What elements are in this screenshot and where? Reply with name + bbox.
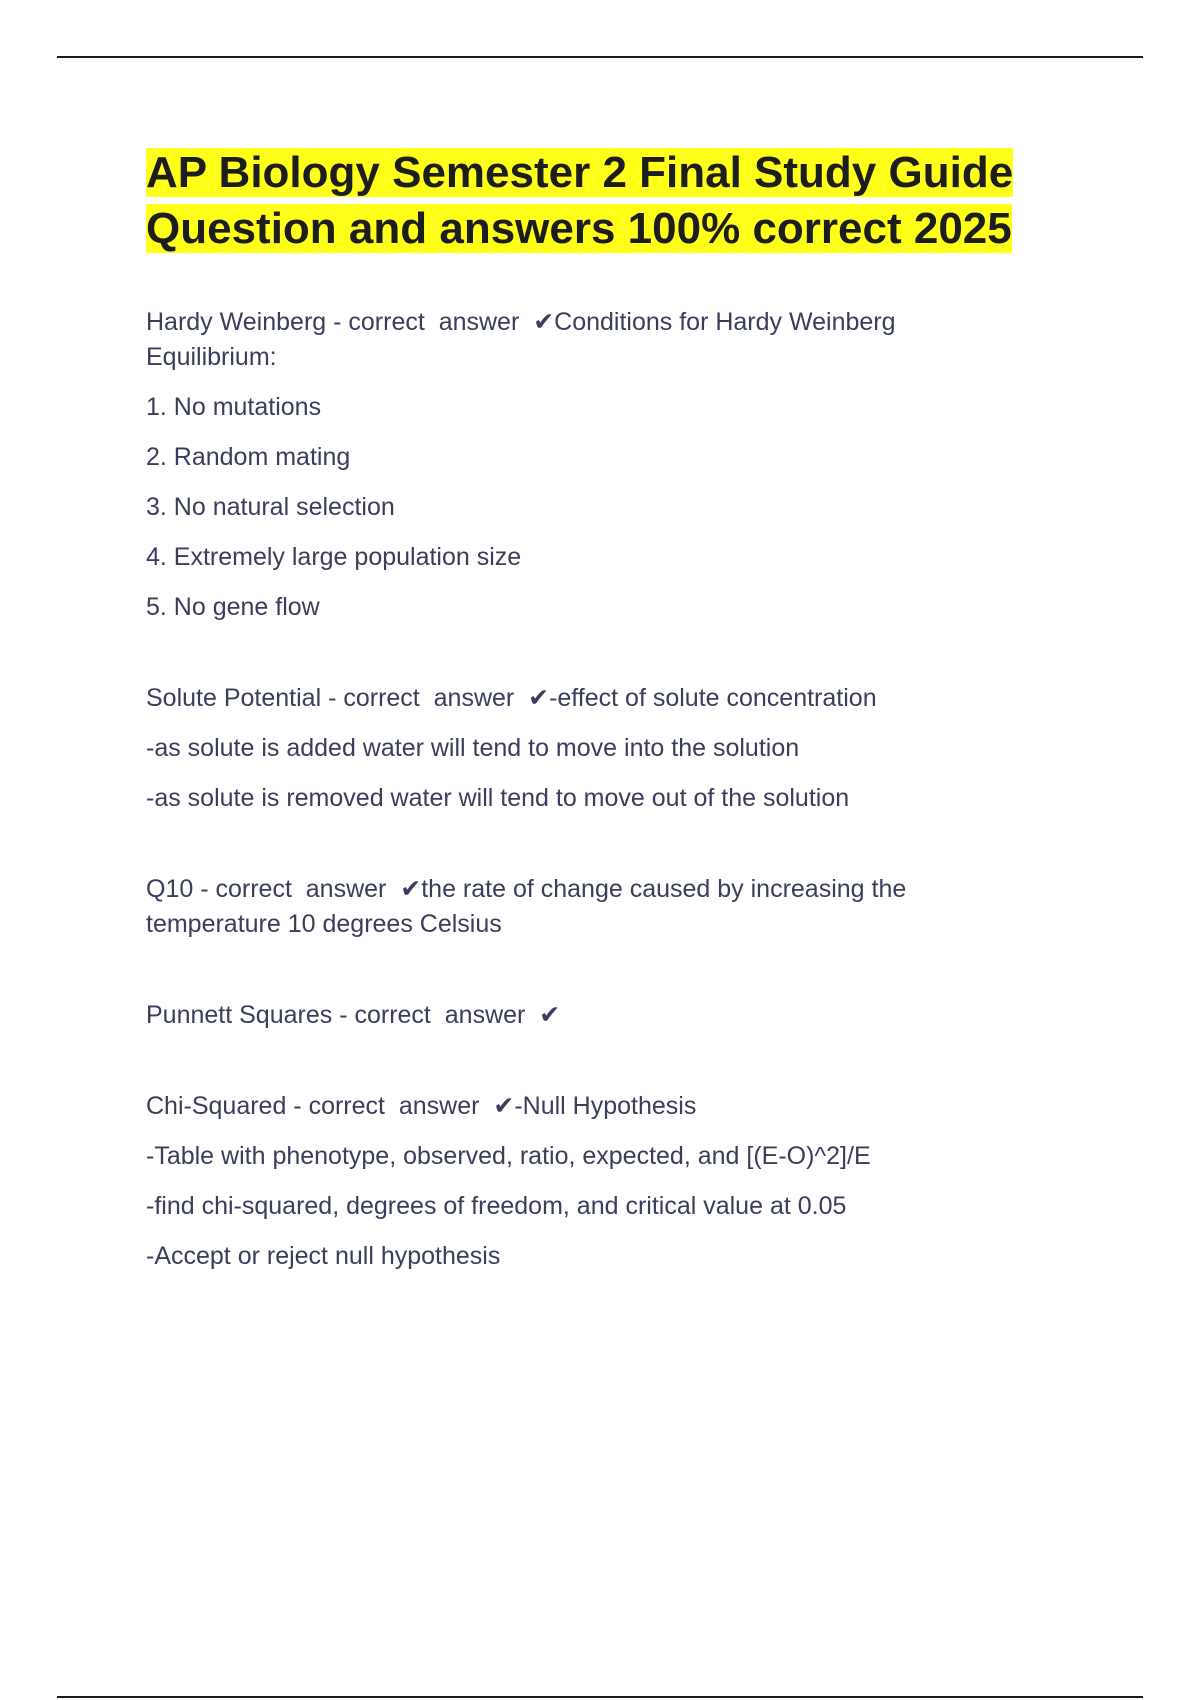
answer: -effect of solute concentration [549, 684, 877, 712]
answer-line: -Accept or reject null hypothesis [146, 1242, 501, 1270]
check-mark-icon: ✔ [533, 308, 555, 336]
check-mark-icon: ✔ [493, 1092, 515, 1120]
title-highlight: AP Biology Semester 2 Final Study Guide Question and answers 100% correct 2025 [146, 148, 1014, 253]
answer-line: -as solute is added water will tend to move into the solution [146, 734, 800, 762]
qa-entry-hardy-weinberg [146, 305, 1016, 625]
qa-entry-heading [146, 998, 1016, 1033]
qa-entry-punnett-squares [146, 998, 1016, 1033]
term: Hardy Weinberg [146, 308, 327, 336]
answer-line: 1. No mutations [146, 393, 322, 421]
answer: Conditions for Hardy Weinberg Equilibrium: [146, 308, 896, 371]
document-title [146, 145, 1016, 257]
check-mark-icon: ✔ [400, 875, 422, 903]
qa-entries [146, 305, 1016, 1274]
qa-entry-heading [146, 305, 1016, 375]
qa-entry-heading [146, 681, 1016, 716]
document-body [146, 145, 1016, 1330]
term: Punnett Squares [146, 1001, 333, 1029]
qa-entry-solute-potential [146, 681, 1016, 816]
bottom-rule [57, 1696, 1143, 1698]
separator: - correct answer [326, 308, 534, 336]
check-mark-icon: ✔ [528, 684, 550, 712]
qa-entry-q10 [146, 872, 1016, 942]
check-mark-icon: ✔ [539, 1001, 561, 1029]
answer-line: 5. No gene flow [146, 593, 320, 621]
top-rule [57, 56, 1143, 58]
separator: - correct answer [332, 1001, 540, 1029]
separator: - correct answer [321, 684, 529, 712]
answer-line: -find chi-squared, degrees of freedom, and critical value at 0.05 [146, 1192, 847, 1220]
answer: the rate of change caused by increasing the temperature 10 degrees Celsius [146, 875, 907, 938]
answer-line: 3. No natural selection [146, 493, 395, 521]
term: Q10 [146, 875, 194, 903]
answer-line: -Table with phenotype, observed, ratio, expected, and [(E-O)^2]/E [146, 1142, 871, 1170]
qa-entry-heading [146, 872, 1016, 942]
term: Chi-Squared [146, 1092, 287, 1120]
qa-entry-heading [146, 1089, 1016, 1124]
separator: - correct answer [286, 1092, 494, 1120]
answer-line: -as solute is removed water will tend to move out of the solution [146, 784, 850, 812]
qa-entry-chi-squared [146, 1089, 1016, 1274]
answer-line: 4. Extremely large population size [146, 543, 522, 571]
answer: -Null Hypothesis [514, 1092, 697, 1120]
term: Solute Potential [146, 684, 322, 712]
answer-line: 2. Random mating [146, 443, 351, 471]
separator: - correct answer [193, 875, 401, 903]
